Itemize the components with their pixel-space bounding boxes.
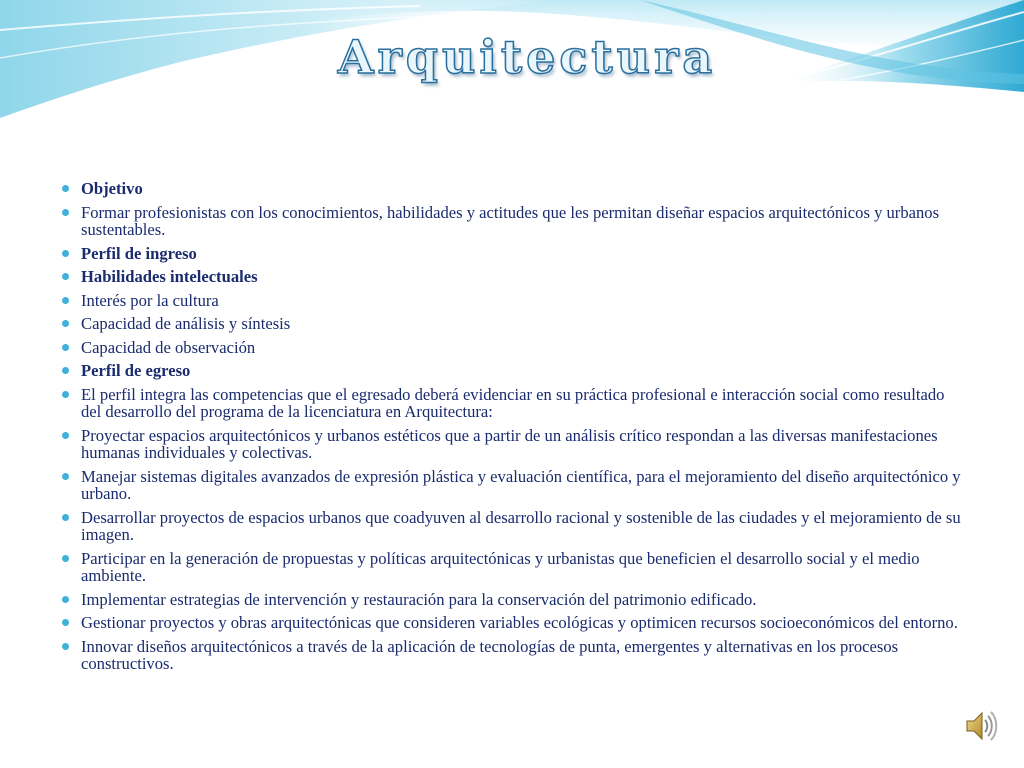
bullet-icon — [62, 555, 69, 562]
list-item — [62, 614, 962, 632]
bullet-icon — [62, 391, 69, 398]
list-item-text: Habilidades intelectuales — [81, 267, 258, 286]
bullet-icon — [62, 643, 69, 650]
bullet-icon — [62, 432, 69, 439]
speaker-icon[interactable] — [964, 708, 998, 744]
list-item — [62, 386, 962, 421]
list-item-text: Formar profesionistas con los conocimientos, habilidades y actitudes que les permitan diseñar espacios arquitectónicos y urbanos sustentables. — [81, 202, 940, 239]
list-item-text: Objetivo — [81, 179, 143, 198]
bullet-icon — [62, 344, 69, 351]
bullet-icon — [62, 185, 69, 192]
list-item — [62, 180, 962, 198]
list-item-text: Perfil de ingreso — [81, 243, 197, 263]
list-item-text: Participar en la generación de propuestas y políticas arquitectónicas y urbanistas que beneficien el desarrollo social y el medio ambiente. — [81, 548, 920, 585]
list-item-text: Innovar diseños arquitectónicos a través de la aplicación de tecnologías de punta, emergentes y alternativas en los procesos constructivos. — [81, 636, 899, 673]
list-item-text: Interés por la cultura — [81, 290, 219, 310]
list-item — [62, 339, 962, 357]
list-item — [62, 362, 962, 380]
list-item — [62, 427, 962, 462]
list-item — [62, 292, 962, 310]
list-item-text: Capacidad de observación — [81, 337, 256, 357]
bullet-icon — [62, 250, 69, 257]
list-item-text: Desarrollar proyectos de espacios urbanos que coadyuven al desarrollo racional y sostenible de las ciudades y el mejoramiento de su imagen. — [81, 507, 961, 544]
slide-title: Arquitectura — [337, 30, 717, 84]
bullet-list — [62, 180, 962, 679]
list-item-text: El perfil integra las competencias que el egresado deberá evidenciar en su práctica profesional e interacción social como resultado del desarrollo del programa de la licenciatura en Arquitectura: — [81, 384, 945, 421]
bullet-icon — [62, 297, 69, 304]
bullet-icon — [62, 367, 69, 374]
list-item — [62, 550, 962, 585]
list-item-text: Proyectar espacios arquitectónicos y urbanos estéticos que a partir de un análisis crítico respondan a las diversas manifestaciones humanas individuales y colectivas. — [81, 425, 938, 462]
list-item — [62, 315, 962, 333]
list-item-text: Capacidad de análisis y síntesis — [81, 314, 291, 333]
list-item-text: Perfil de egreso — [81, 361, 191, 380]
bullet-icon — [62, 320, 69, 327]
list-item — [62, 204, 962, 239]
list-item-text: Implementar estrategias de intervención y restauración para la conservación del patrimonio edificado. — [81, 589, 757, 609]
list-item — [62, 268, 962, 286]
bullet-icon — [62, 596, 69, 603]
list-item-text: Gestionar proyectos y obras arquitectónicas que consideren variables ecológicas y optimicen recursos socioeconómicos del entorno. — [81, 613, 958, 632]
bullet-icon — [62, 473, 69, 480]
list-item — [62, 509, 962, 544]
list-item — [62, 468, 962, 503]
bullet-icon — [62, 619, 69, 626]
list-item — [62, 638, 962, 673]
bullet-icon — [62, 514, 69, 521]
list-item — [62, 245, 962, 263]
list-item-text: Manejar sistemas digitales avanzados de expresión plástica y evaluación científica, para el mejoramiento del diseño arquitectónico y urbano. — [81, 466, 961, 503]
bullet-icon — [62, 209, 69, 216]
list-item — [62, 591, 962, 609]
bullet-icon — [62, 273, 69, 280]
